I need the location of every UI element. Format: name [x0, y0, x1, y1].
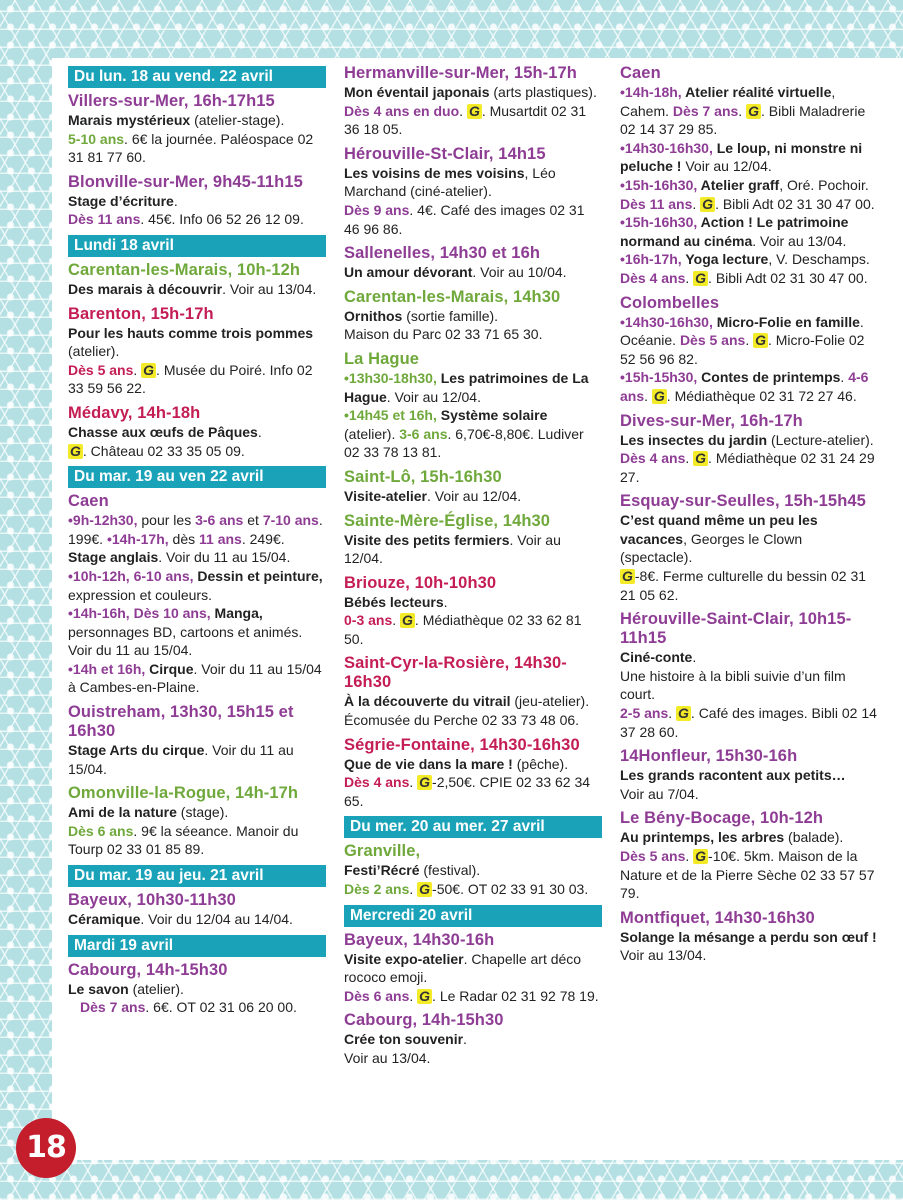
event-title: Caen	[68, 492, 109, 511]
event-name: Des marais à découvrir	[68, 280, 223, 297]
age-range: 0-3 ans	[344, 612, 393, 629]
session: •14h-18h, Atelier réalité virtuelle, Cahem. Dès 7 ans. G . Bibli Maladrerie 02 14 37 29 85.	[620, 84, 866, 138]
event-name: Bébés lecteurs	[344, 593, 444, 610]
free-badge: G	[695, 848, 707, 864]
session: •13h30-18h30, Les patrimoines de La Hague. Voir au 12/04.	[344, 369, 589, 405]
event-name: Au printemps, les arbres	[620, 829, 785, 846]
event-title: Cabourg, 14h-15h30	[344, 1011, 504, 1030]
event-name: Solange la mésange a perdu son œuf !	[620, 928, 877, 945]
event-title: Caen	[620, 64, 661, 82]
date-header: Mardi 19 avril	[68, 935, 326, 957]
session: •15h-16h30, Atelier graff, Oré. Pochoir. Dès 11 ans. G . Bibli Adt 02 31 30 47 00.	[620, 176, 875, 212]
event-name: Festi’Récré	[344, 862, 420, 879]
event: Saint-Cyr-la-Rosière, 14h30-16h30 À la découverte du vitrail (jeu-atelier). Écomusée du Perche 02 33 73 48 06.	[344, 654, 602, 729]
event: Caen •9h-12h30, pour les 3-6 ans et 7-10 ans. 199€. •14h-17h, dès 11 ans. 249€. Stage anglais. Voir du 11 au 15/04. •10h-12h, 6-10 ans, Dessin et peinture, expression et couleurs. •14h-16h, Dès 10 ans, Manga, personnages BD, cartoons et animés. Voir du 11 au 15/04. •14h et 16h, Cirque. Voir du 11 au 15/04 à Cambes-en-Plaine.	[68, 492, 326, 697]
event-name: Crée ton souvenir	[344, 1031, 464, 1048]
event: 14Honfleur, 15h30-16h Les grands racontent aux petits… Voir au 7/04.	[620, 747, 878, 803]
age-range: Dès 4 ans en duo	[344, 102, 460, 119]
event: Ouistreham, 13h30, 15h15 et 16h30 Stage Arts du cirque. Voir du 11 au 15/04.	[68, 703, 326, 778]
event-title: Granville,	[344, 842, 421, 861]
age-range: Dès 4 ans	[344, 774, 410, 791]
event: Saint-Lô, 15h-16h30 Visite-atelier. Voir au 12/04.	[344, 468, 602, 506]
event: Le Bény-Bocage, 10h-12h Au printemps, les arbres (balade). Dès 5 ans. G -10€. 5km. Maison de la Nature et de la Pierre Sèche 02 33 57 57 79.	[620, 809, 878, 902]
event: Granville, Festi’Récré (festival). Dès 2 ans. G -50€. OT 02 33 91 30 03.	[344, 842, 602, 898]
session: •14h30-16h30, Le loup, ni monstre ni peluche ! Voir au 12/04.	[620, 139, 863, 175]
age-range: Dès 7 ans	[80, 999, 146, 1016]
event-name: C’est quand même un peu les vacances	[620, 512, 818, 547]
event-title: Bayeux, 10h30-11h30	[68, 891, 236, 910]
event-name: Visite expo-atelier	[344, 950, 464, 967]
event-title: Hérouville-St-Clair, 14h15	[344, 144, 546, 163]
event-name: Stage Arts du cirque	[68, 742, 205, 759]
event-name: Ami de la nature	[68, 804, 177, 821]
page-number-badge: 18	[16, 1118, 76, 1178]
event: Cabourg, 14h-15h30 Le savon (atelier). Dès 7 ans. 6€. OT 02 31 06 20 00.	[68, 961, 326, 1017]
event: Sallenelles, 14h30 et 16h Un amour dévorant. Voir au 10/04.	[344, 244, 602, 282]
event-title: Blonville-sur-Mer, 9h45-11h15	[68, 172, 303, 191]
session: •14h30-16h30, Micro-Folie en famille. Océanie. Dès 5 ans. G . Micro-Folie 02 52 56 96 82.	[620, 313, 865, 367]
event-name: Les insectes du jardin	[620, 431, 768, 448]
event: Barenton, 15h-17h Pour les hauts comme trois pommes (atelier). Dès 5 ans. G . Musée du Poiré. Info 02 33 59 56 22.	[68, 305, 326, 398]
event-title: Briouze, 10h-10h30	[344, 573, 497, 592]
event-title: Barenton, 15h-17h	[68, 304, 214, 323]
event-name: Visite des petits fermiers	[344, 531, 510, 548]
free-badge: G	[702, 195, 714, 212]
event: Esquay-sur-Seulles, 15h-15h45 C’est quand même un peu les vacances, Georges le Clown (spectacle). G -8€. Ferme culturelle du bessin 02 31 21 05 62.	[620, 492, 878, 604]
event-name: Pour les hauts comme trois pommes	[68, 324, 314, 341]
event: Montfiquet, 14h30-16h30 Solange la mésange a perdu son œuf ! Voir au 13/04.	[620, 908, 877, 964]
date-header: Du mar. 19 au jeu. 21 avril	[68, 865, 326, 887]
column-3	[620, 64, 878, 971]
event: Médavy, 14h-18h Chasse aux œufs de Pâques. G . Château 02 33 35 05 09.	[68, 404, 326, 460]
event-title: Montfiquet, 14h30-16h30	[620, 908, 815, 927]
free-badge: G	[143, 361, 155, 378]
free-badge: G	[419, 987, 431, 1004]
event-name: Ornithos	[344, 307, 403, 324]
free-badge: G	[70, 442, 81, 459]
event-title: La Hague	[344, 349, 420, 368]
session: •14h45 et 16h, Système solaire (atelier). 3-6 ans. 6,70€-8,80€. Ludiver 02 33 78 13 81.	[344, 407, 584, 461]
age-range: Dès 2 ans	[344, 881, 410, 898]
age-range: Dès 6 ans	[344, 987, 410, 1004]
event-name: Les voisins de mes voisins	[344, 164, 525, 181]
date-header: Mercredi 20 avril	[344, 905, 602, 927]
free-badge: G	[419, 774, 431, 791]
event: Carentan-les-Marais, 10h-12h Des marais à découvrir. Voir au 13/04.	[68, 261, 326, 299]
event: Omonville-la-Rogue, 14h-17h Ami de la nature (stage). Dès 6 ans. 9€ la séeance. Manoir du Tourp 02 33 01 85 89.	[68, 784, 326, 859]
event-title: Colombelles	[620, 293, 720, 312]
event-title: Carentan-les-Marais, 10h-12h	[68, 260, 301, 279]
event: Ségrie-Fontaine, 14h30-16h30 Que de vie dans la mare ! (pêche). Dès 4 ans. G -2,50€. CPIE 02 33 62 34 65.	[344, 736, 602, 811]
session: •14h-16h, Dès 10 ans, Manga, personnages BD, cartoons et animés.	[68, 605, 303, 640]
event-title: Omonville-la-Rogue, 14h-17h	[68, 784, 299, 803]
event-title: Villers-sur-Mer, 16h-17h15	[68, 92, 275, 110]
event-title: Saint-Cyr-la-Rosière, 14h30-16h30	[344, 654, 567, 692]
session: •10h-12h, 6-10 ans, Dessin et peinture, expression et couleurs.	[68, 567, 323, 603]
event-name: Chasse aux œufs de Pâques	[68, 423, 258, 440]
event-title: Ouistreham, 13h30, 15h15 et 16h30	[68, 703, 294, 741]
event: Bayeux, 10h30-11h30 Céramique. Voir du 12/04 au 14/04.	[68, 891, 326, 929]
event-name: Céramique	[68, 911, 141, 928]
event-title: Hérouville-Saint-Clair, 10h15-11h15	[620, 610, 852, 648]
free-badge: G	[695, 450, 707, 467]
event	[344, 350, 602, 462]
event-title: Saint-Lô, 15h-16h30	[344, 467, 502, 486]
free-badge: G	[755, 332, 766, 349]
date-header: Du mer. 20 au mer. 27 avril	[344, 816, 602, 838]
free-badge: G	[678, 705, 689, 722]
event: Blonville-sur-Mer, 9h45-11h15 Stage d’écriture. Dès 11 ans. 45€. Info 06 52 26 12 09.	[68, 173, 326, 229]
event-title: 14Honfleur, 15h30-16h	[620, 747, 798, 766]
event: Hérouville-Saint-Clair, 10h15-11h15 Ciné-conte. Une histoire à la bibli suivie d’un film court. 2-5 ans. G . Café des images. Bibli 02 14 37 28 60.	[620, 610, 877, 740]
age-range: 5-10 ans	[68, 130, 125, 147]
date-header: Lundi 18 avril	[68, 235, 326, 257]
event: Cabourg, 14h-15h30 Crée ton souvenir. Voir au 13/04.	[344, 1011, 602, 1067]
event-name: Visite-atelier	[344, 487, 428, 504]
event-name: À la découverte du vitrail	[344, 693, 511, 710]
date-header: Du lun. 18 au vend. 22 avril	[68, 66, 326, 88]
event-name: Ciné-conte	[620, 649, 693, 666]
event-title: Esquay-sur-Seulles, 15h-15h45	[620, 492, 866, 511]
free-badge: G	[419, 881, 431, 898]
session: •15h-15h30, Contes de printemps. 4-6 ans. G . Médiathèque 02 31 72 27 46.	[620, 369, 869, 404]
event-title: Hermanville-sur-Mer, 15h-17h	[344, 64, 577, 82]
session: •9h-12h30, pour les 3-6 ans et 7-10 ans. 199€. •14h-17h, dès 11 ans. 249€. Stage anglais. Voir du 11 au 15/04.	[68, 512, 323, 566]
age-range: Dès 11 ans	[68, 211, 141, 228]
age-range: Dès 6 ans	[68, 822, 134, 839]
event-title: Sainte-Mère-Église, 14h30	[344, 511, 551, 530]
free-badge: G	[748, 102, 759, 119]
event-title: Carentan-les-Marais, 14h30	[344, 287, 561, 306]
event: Dives-sur-Mer, 16h-17h Les insectes du jardin (Lecture-atelier). Dès 4 ans. G . Médiathèque 02 31 24 29 27.	[620, 412, 878, 487]
event-name: Un amour dévorant	[344, 264, 473, 281]
free-badge: G	[622, 568, 633, 585]
column-2	[344, 64, 602, 1074]
page	[52, 58, 903, 1160]
event: Sainte-Mère-Église, 14h30 Visite des petits fermiers. Voir au 12/04.	[344, 512, 602, 568]
event-name: Stage d’écriture	[68, 192, 174, 209]
free-badge: G	[402, 612, 413, 629]
event-title: Sallenelles, 14h30 et 16h	[344, 244, 541, 263]
free-badge: G	[695, 269, 707, 286]
event-title: Le Bény-Bocage, 10h-12h	[620, 809, 824, 828]
event-title: Bayeux, 14h30-16h	[344, 930, 495, 949]
event-name: Le savon	[68, 980, 129, 997]
free-badge: G	[653, 387, 665, 404]
event-name: Mon éventail japonais	[344, 84, 490, 100]
event-title: Ségrie-Fontaine, 14h30-16h30	[344, 735, 580, 754]
event: Villers-sur-Mer, 16h-17h15 Marais mystérieux (atelier-stage). 5-10 ans. 6€ la journée. Paléospace 02 31 81 77 60.	[68, 92, 326, 167]
event-name: Que de vie dans la mare !	[344, 755, 513, 772]
session: •14h et 16h, Cirque. Voir du 11 au 15/04 à Cambes-en-Plaine.	[68, 660, 322, 696]
age-range: Dès 9 ans	[344, 201, 410, 218]
event: Briouze, 10h-10h30 Bébés lecteurs. 0-3 ans. G . Médiathèque 02 33 62 81 50.	[344, 574, 602, 649]
event-name: Les grands racontent aux petits…	[620, 767, 846, 784]
event	[620, 64, 878, 288]
event-title: Dives-sur-Mer, 16h-17h	[620, 411, 803, 430]
age-range: Dès 5 ans	[620, 848, 686, 864]
age-range: Dès 4 ans	[620, 450, 686, 467]
free-badge: G	[468, 102, 480, 119]
age-range: Dès 5 ans	[68, 361, 134, 378]
session: •16h-17h, Yoga lecture, V. Deschamps. Dès 4 ans. G . Bibli Adt 02 31 30 47 00.	[620, 251, 870, 286]
event	[620, 294, 878, 406]
date-header: Du mar. 19 au ven 22 avril	[68, 466, 326, 488]
event: Hérouville-St-Clair, 14h15 Les voisins de mes voisins, Léo Marchand (ciné-atelier). Dès 9 ans. 4€. Café des images 02 31 46 96 86.	[344, 145, 602, 238]
age-range: 2-5 ans	[620, 705, 669, 722]
event-title: Cabourg, 14h-15h30	[68, 960, 228, 979]
event: Bayeux, 14h30-16h Visite expo-atelier. Chapelle art déco rococo emoji. Dès 6 ans. G . Le Radar 02 31 92 78 19.	[344, 931, 602, 1006]
event: Hermanville-sur-Mer, 15h-17h Mon éventail japonais (arts plastiques). Dès 4 ans en duo. G . Musartdit 02 31 36 18 05.	[344, 64, 602, 139]
session: •15h-16h30, Action ! Le patrimoine normand au cinéma. Voir au 13/04.	[620, 214, 849, 249]
column-1	[68, 66, 326, 1023]
event-title: Médavy, 14h-18h	[68, 403, 201, 422]
event-name: Marais mystérieux	[68, 112, 191, 128]
event: Carentan-les-Marais, 14h30 Ornithos (sortie famille). Maison du Parc 02 33 71 65 30.	[344, 288, 602, 344]
